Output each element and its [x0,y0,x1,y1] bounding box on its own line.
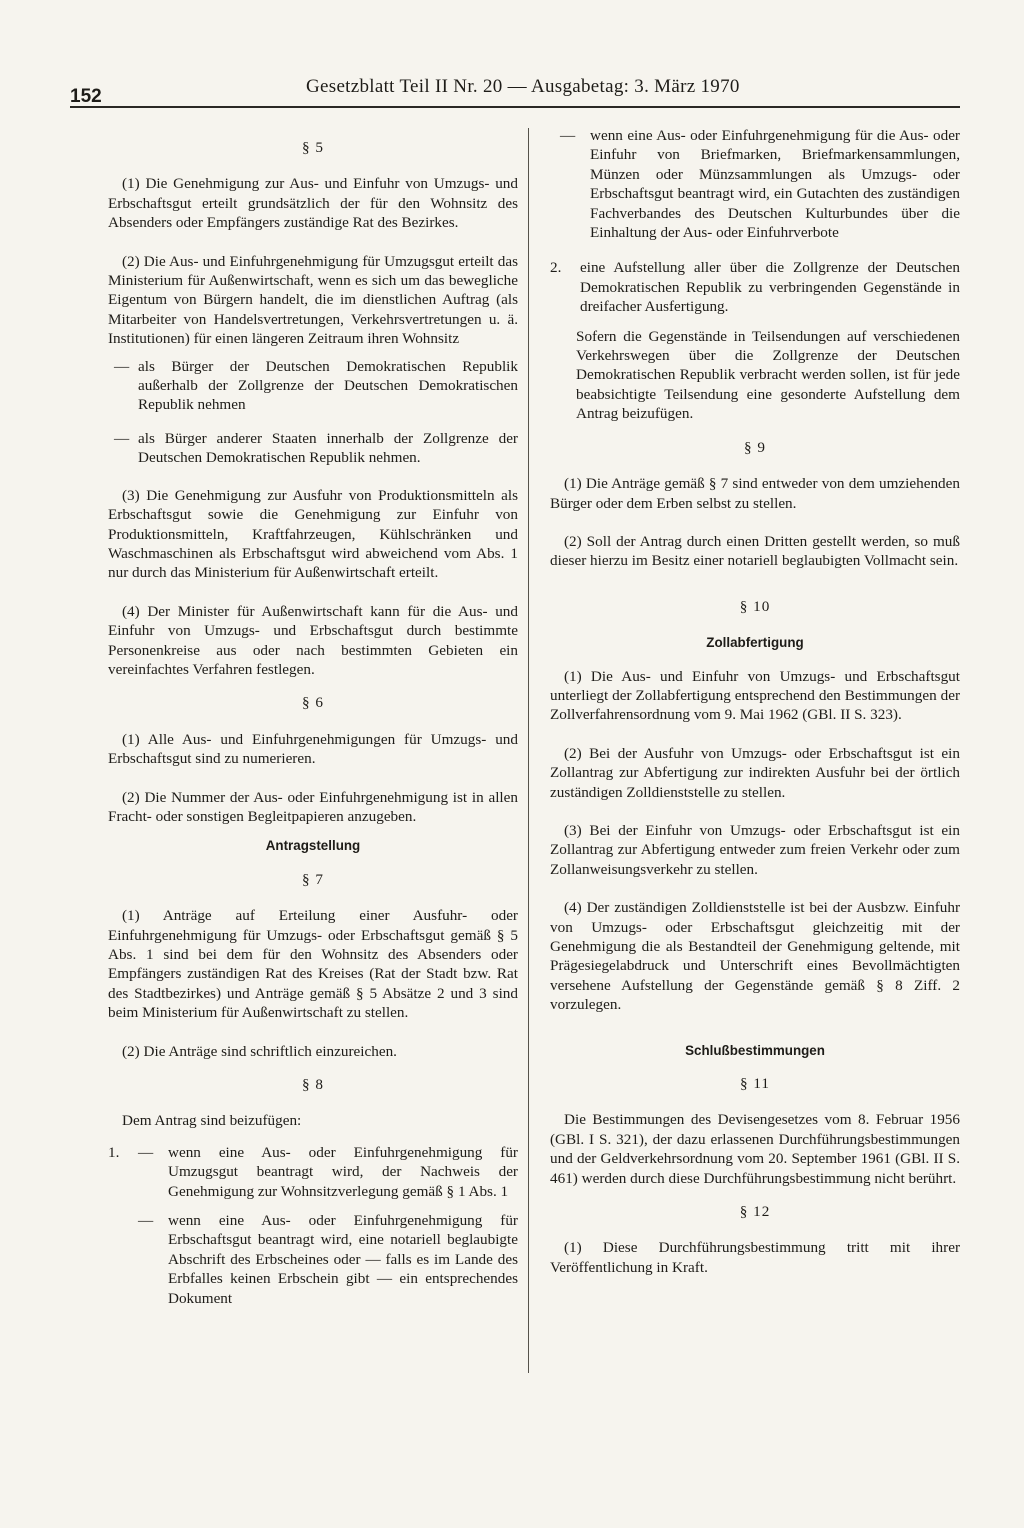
page-number: 152 [70,86,102,107]
column-divider [528,128,529,1373]
paragraph-12-1: (1) Diese Durchführungsbestimmung tritt mit ihrer Veröffentlichung in Kraft. [550,1239,960,1276]
list-item-text: wenn eine Aus- oder Einfuhrgenehmigung für Umzugsgut beantragt wird, der Nachweis der Genehmigung zur Wohnsitzverlegung gemäß § 1 Abs. 1 [168,1143,518,1200]
paragraph-6-2: (2) Die Nummer der Aus- oder Einfuhrgenehmigung ist in allen Fracht- oder sonstigen Begleitpapieren anzugeben. [108,788,518,825]
section-heading-8: § 8 [302,1076,324,1094]
section-heading-5: § 5 [302,139,324,156]
paragraph-7-2: (2) Die Anträge sind schriftlich einzureichen. [122,1042,397,1060]
section-heading-10: § 10 [739,597,771,615]
paragraph-10-3: (3) Bei der Einfuhr von Umzugs- oder Erbschaftsgut ist ein Zollantrag zur Abfertigung entweder zum freien Verkehr oder zum Zollanweisungsverkehr zu stellen. [550,821,960,878]
section-heading-6: § 6 [302,694,324,712]
left-column [108,126,518,1320]
list-item-text: wenn eine Aus- oder Einfuhrgenehmigung für Erbschaftsgut beantragt wird, eine notariell beglaubigte Abschrift des Erbscheines oder — falls es im Lande des Erbfalles keinen Erbschein gibt — ein entsprechendes Dokument [168,1212,518,1307]
heading-antragstellung: Antragstellung [265,838,361,854]
paragraph-5-2: (2) Die Aus- und Einfuhrgenehmigung für Umzugsgut erteilt das Ministerium für Außenwirtschaft, wenn es sich um das bewegliche Eigentum von Bürgern handelt, die im dienstlichen Auftrag (als Mitarbeiter von Handelsvertretungen, Verkehrsvertretungen u. ä. Institutionen) für einen längeren Zeitraum ihren Wohnsitz [108,252,518,348]
numbered-item-2 [550,258,960,316]
list-item [138,1143,518,1201]
paragraph-8-2-continued: Sofern die Gegenstände in Teilsendungen auf verschiedenen Verkehrswegen über die Zollgrenze der Deutschen Demokratischen Republik verbracht werden sollen, ist für jede beabsichtigte Teilsendung eine gesonderte Aufstellung dem Antrag beizufügen. [576,327,960,423]
dash-bullet: — [560,127,576,144]
paragraph-5-3: (3) Die Genehmigung zur Ausfuhr von Produktionsmitteln als Erbschaftsgut sowie die Genehmigung zur Einfuhr von Produktionsmitteln, Kraftfahrzeugen, Kühlschränken und Waschmaschinen als Erbschaftsgut wird abweichend vom Abs. 1 nur durch das Ministerium für Außenwirtschaft erteilt. [108,486,518,582]
list-item-text: wenn eine Aus- oder Einfuhrgenehmigung für die Aus- oder Einfuhr von Briefmarken, Briefmarkensammlungen, Münzen oder Münzsammlungen als Umzugs- oder Erbschaftsgut beantragt wird, ein Gutachten des zuständigen Fachverbandes des Deutschen Kulturbundes über die Einhaltung der Aus- oder Einfuhrverbote [590,127,960,242]
paragraph-10-1: (1) Die Aus- und Einfuhr von Umzugs- und Erbschaftsgut unterliegt der Zollabfertigung entsprechend den Bestimmungen der Zollverfahrensordnung vom 9. Mai 1962 (GBl. II S. 323). [550,667,960,724]
list-item-text: als Bürger der Deutschen Demokratischen Republik außerhalb der Zollgrenze der Deutschen Demokratischen Republik nehmen [138,357,518,414]
item-number: 2. [550,259,562,277]
paragraph-11: Die Bestimmungen des Devisengesetzes vom 8. Februar 1956 (GBl. I S. 321), der dazu erlassenen Durchführungsbestimmungen und der Geldverkehrsordnung vom 20. September 1961 (GBl. II S. 461) werden durch diese Durchführungsbestimmung nicht berührt. [550,1111,960,1187]
paragraph-9-1: (1) Die Anträge gemäß § 7 sind entweder von dem umziehenden Bürger oder dem Erben selbst zu stellen. [550,475,960,512]
paragraph-5-1: (1) Die Genehmigung zur Aus- und Einfuhr von Umzugs- und Erbschaftsgut erteilt grundsätzlich der für den Wohnsitz des Absenders oder Empfängers zuständige Rat des Bezirkes. [108,175,518,232]
right-column [550,126,960,1296]
list-item-text: eine Aufstellung aller über die Zollgrenze der Deutschen Demokratischen Republik zu verbringenden Gegenstände in dreifacher Ausfertigung. [580,259,960,316]
section-heading-7: § 7 [302,870,324,888]
heading-schlussbestimmungen: Schlußbestimmungen [685,1042,825,1058]
section-heading-9: § 9 [744,438,766,456]
paragraph-10-4: (4) Der zuständigen Zolldienststelle ist bei der Ausbzw. Einfuhr von Umzugs- oder Erbschaftsgut gleichzeitig mit der Genehmigung die als Bestandteil der Genehmigung geltende, mit Prägesiegelabdruck und Unterschrift eines Bevollmächtigten versehene Aufstellung der Gegenstände gemäß § 8 Ziff. 2 vorzulegen. [550,899,960,1014]
page-header [70,72,960,108]
dash-bullet: — [114,429,130,447]
dash-bullet: — [138,1143,154,1161]
list-item [138,1211,518,1308]
paragraph-9-2: (2) Soll der Antrag durch einen Dritten gestellt werden, so muß dieser hierzu im Besitz einer notariell beglaubigten Vollmacht sein. [550,532,960,570]
item-number: 1. [108,1143,120,1161]
paragraph-5-4: (4) Der Minister für Außenwirtschaft kann für die Aus- und Einfuhr von Umzugs- und Erbschaftsgut durch bestimmte Personenkreise aus oder nach bestimmten Gebieten ein vereinfachtes Verfahren festlegen. [108,602,518,678]
paragraph-8-intro: Dem Antrag sind beizufügen: [122,1112,302,1130]
dash-bullet: — [138,1212,154,1230]
list-item [560,126,960,242]
gazette-title: Gesetzblatt Teil II Nr. 20 — Ausgabetag: 3. März 1970 [306,76,740,97]
list-item [108,357,518,415]
numbered-item-1 [108,1143,518,1308]
section-heading-11: § 11 [739,1075,770,1093]
paragraph-6-1: (1) Alle Aus- und Einfuhrgenehmigungen für Umzugs- und Erbschaftsgut sind zu numerieren. [108,730,518,768]
heading-zollabfertigung: Zollabfertigung [706,635,804,651]
dash-bullet: — [114,357,130,375]
paragraph-10-2: (2) Bei der Ausfuhr von Umzugs- oder Erbschaftsgut ist ein Zollantrag zur Abfertigung zur indirekten Ausfuhr bei der örtlich zuständigen Zolldienststelle zu stellen. [550,744,960,801]
paragraph-7-1: (1) Anträge auf Erteilung einer Ausfuhr- oder Einfuhrgenehmigung für Umzugs- oder Erbschaftsgut gemäß § 5 Abs. 1 sind bei dem für den Wohnsitz des Absenders oder Empfängers zuständigen Rat des Kreises (Rat der Stadt bzw. Rat des Stadtbezirkes) und Anträge gemäß § 5 Absätze 2 und 3 sind beim Ministerium für Außenwirtschaft zu stellen. [108,907,518,1022]
list-item-text: als Bürger anderer Staaten innerhalb der Zollgrenze der Deutschen Demokratischen Republik nehmen. [138,429,518,467]
section-heading-12: § 12 [739,1203,771,1221]
list-item [108,429,518,468]
